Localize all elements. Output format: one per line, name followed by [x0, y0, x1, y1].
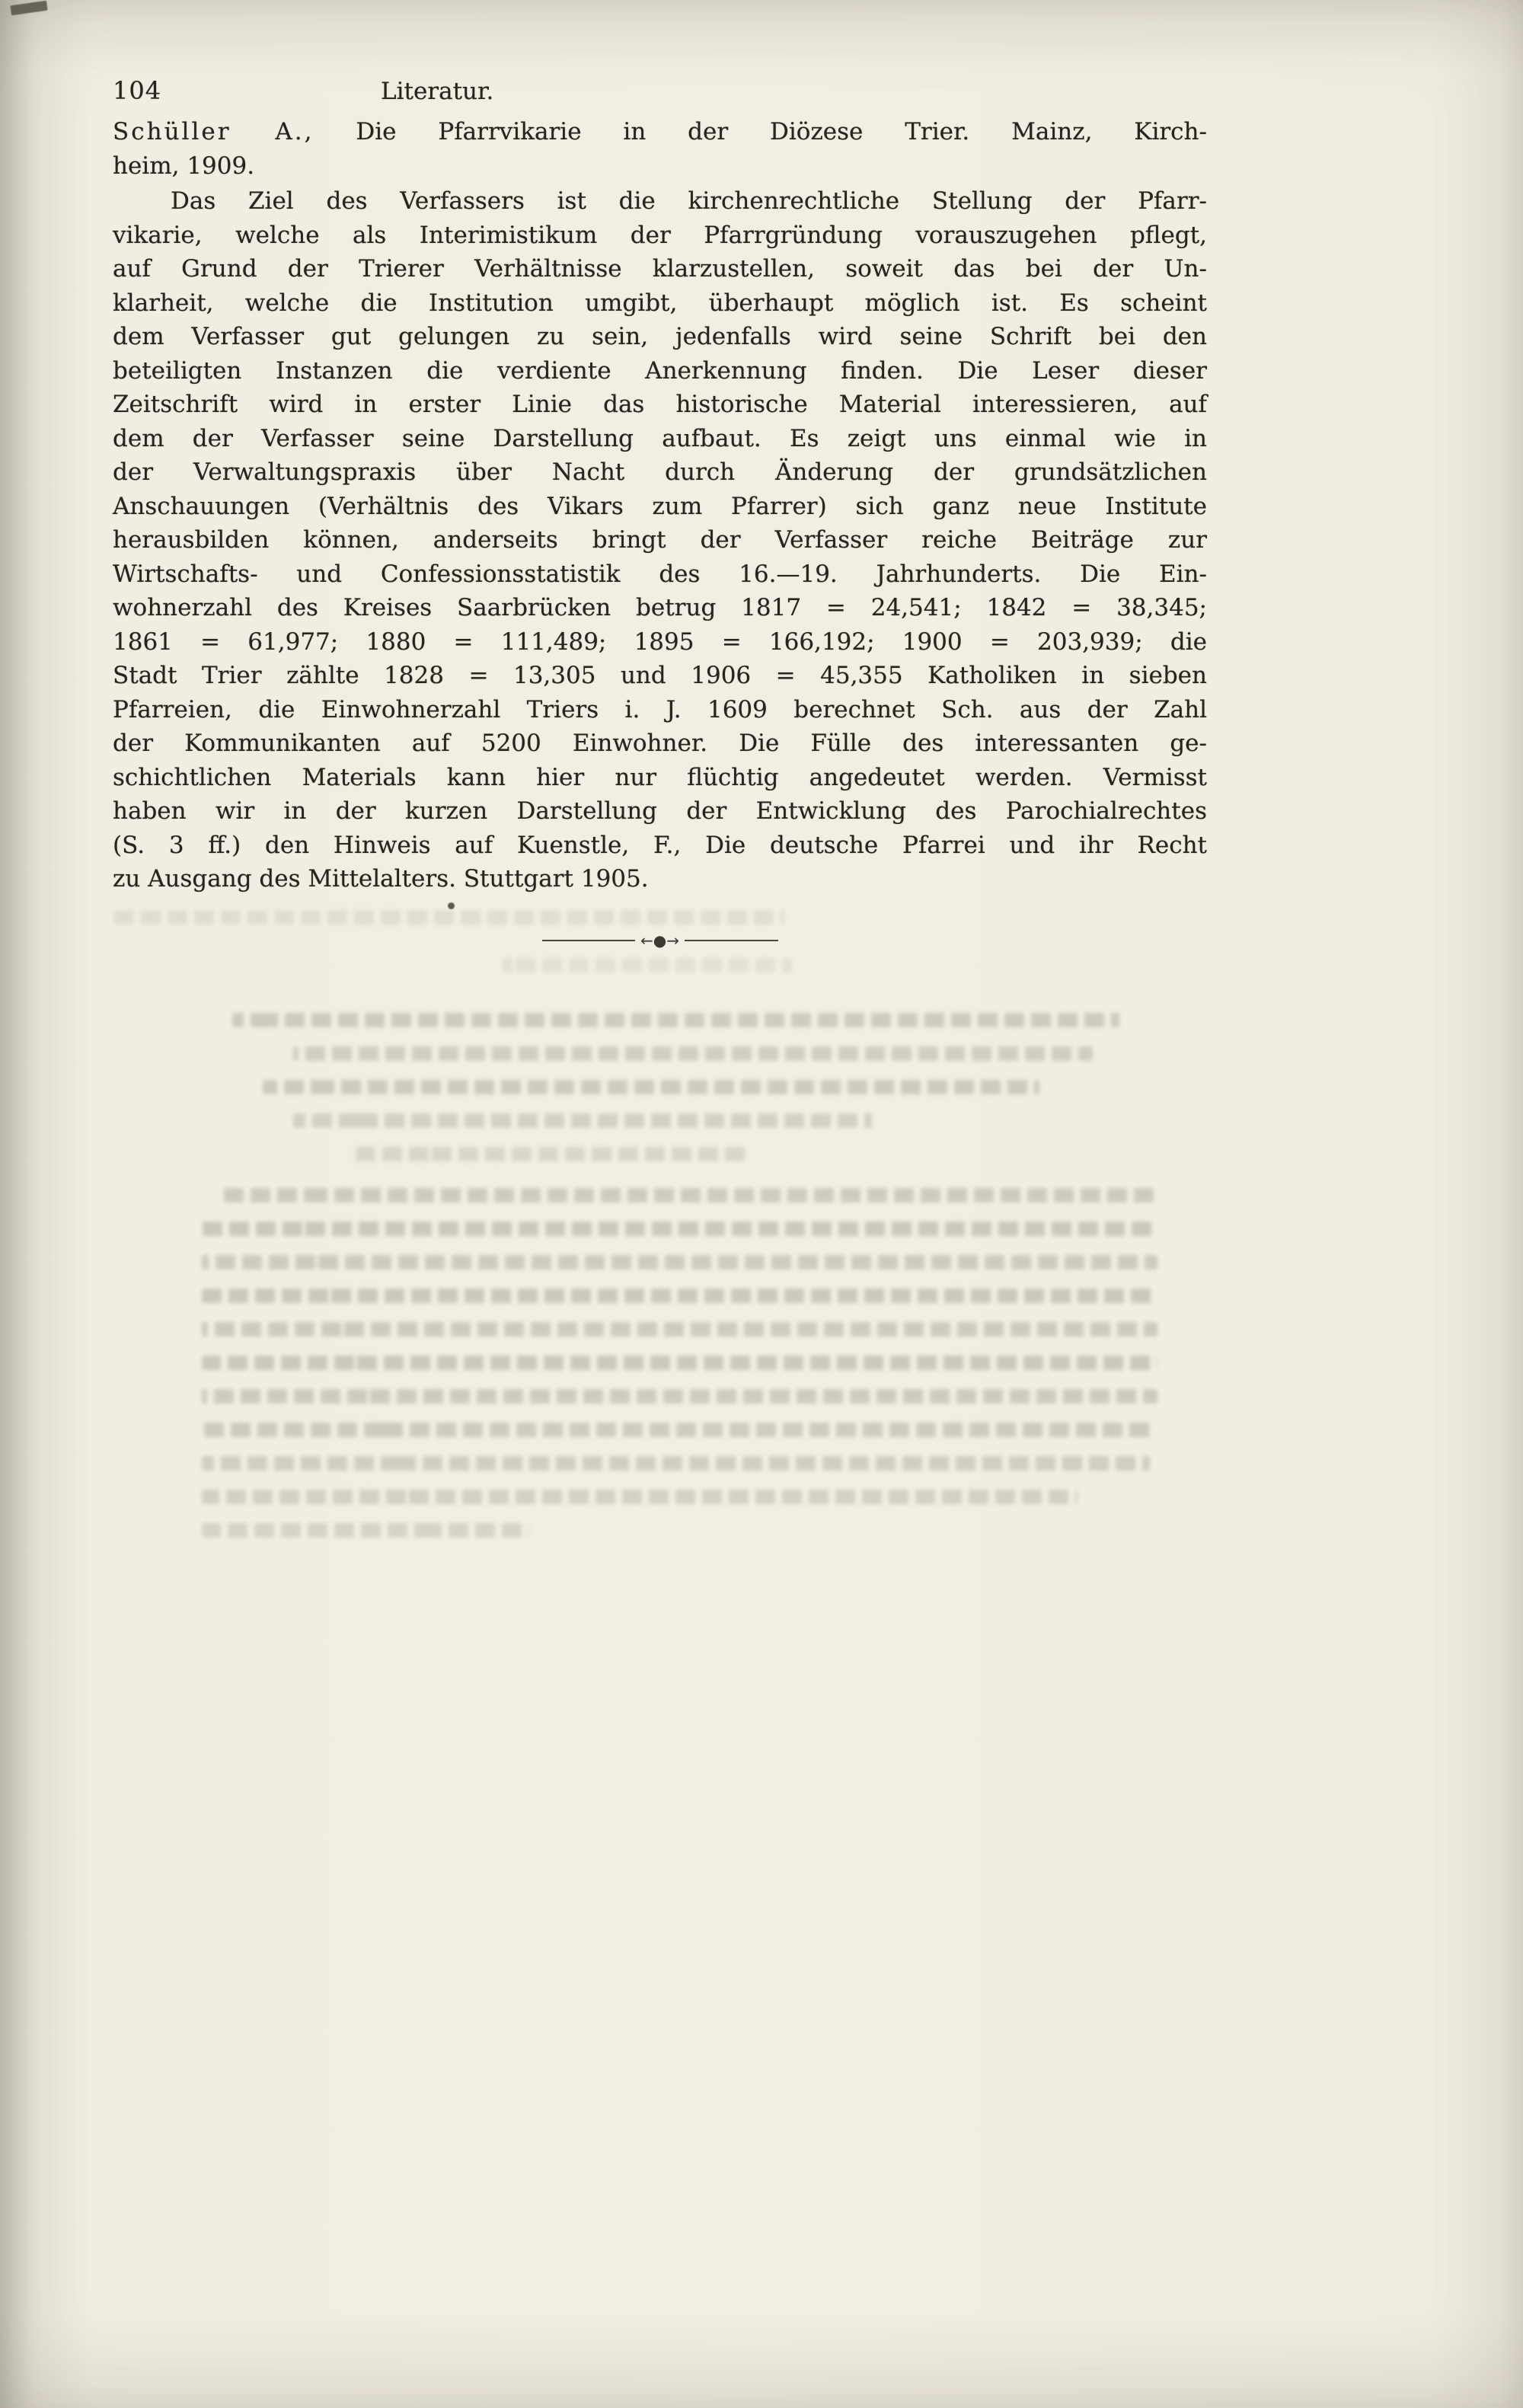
bleedthrough-line: [217, 1188, 1154, 1202]
review-line: auf Grund der Trierer Verhältnisse klarzustellen, soweit das bei der Un-: [113, 255, 1207, 283]
bleedthrough-line: [202, 1389, 1157, 1404]
review-line: Anschauungen (Verhältnis des Vikars zum Pfarrer) sich ganz neue Institute: [113, 492, 1207, 520]
type-area: [113, 74, 1207, 948]
divider-rule-left: [542, 940, 636, 941]
review-line: 1861 = 61,977; 1880 = 111,489; 1895 = 166,192; 1900 = 203,939; die: [113, 628, 1207, 656]
bleedthrough-line: [202, 1356, 1157, 1370]
review-line: beteiligten Instanzen die verdiente Anerkennung finden. Die Leser dieser: [113, 356, 1207, 385]
review-line: Wirtschafts- und Confessionsstatistik des 16.—19. Jahrhunderts. Die Ein-: [113, 560, 1207, 588]
bleedthrough-line: [202, 1523, 529, 1538]
bleedthrough-line: [202, 1456, 1150, 1471]
review-line: dem Verfasser gut gelungen zu sein, jedenfalls wird seine Schrift bei den: [113, 323, 1207, 350]
review-line: herausbilden können, anderseits bringt der Verfasser reiche Beiträge zur: [113, 526, 1207, 554]
bleedthrough-line: [202, 1255, 1157, 1269]
bleedthrough-line: [503, 958, 792, 972]
review-line: vikarie, welche als Interimistikum der Pfarrgründung vorauszugehen pflegt,: [113, 221, 1207, 249]
review-line: der Kommunikanten auf 5200 Einwohner. Die Fülle des interessanten ge-: [113, 730, 1207, 757]
divider-rule-right: [685, 940, 778, 941]
review-line: wohnerzahl des Kreises Saarbrücken betrug 1817 = 24,541; 1842 = 38,345;: [113, 594, 1207, 621]
review-line: Das Ziel des Verfassers ist die kirchenrechtliche Stellung der Pfarr-: [171, 187, 1207, 215]
bleedthrough-line: [202, 1423, 1154, 1437]
review-line: klarheit, welche die Institution umgibt, überhaupt möglich ist. Es scheint: [113, 289, 1207, 317]
review-text: [113, 184, 1207, 896]
bleedthrough-line: [202, 1490, 1078, 1504]
bleedthrough-line: [293, 1113, 872, 1128]
entry-title: Die Pfarrvikarie in der Diözese Trier. Mainz, Kirch-: [356, 118, 1207, 145]
entry-heading-line-2: heim, 1909.: [113, 152, 255, 180]
review-line: Zeitschrift wird in erster Linie das historische Material interessieren, auf: [113, 391, 1207, 418]
review-line: dem der Verfasser seine Darstellung aufbaut. Es zeigt uns einmal wie in: [113, 424, 1207, 452]
review-line: schichtlichen Materials kann hier nur flüchtig angedeutet werden. Vermisst: [113, 763, 1207, 791]
entry-heading-line-1: [113, 115, 1207, 149]
running-head: [113, 74, 1207, 107]
page-number: 104: [113, 76, 162, 105]
bleedthrough-line: [263, 1080, 1039, 1094]
review-line: der Verwaltungspraxis über Nacht durch Änderung der grundsätzlichen: [113, 458, 1207, 486]
bibliographic-entry: [113, 115, 1207, 183]
section-divider: [542, 933, 778, 948]
review-line: zu Ausgang des Mittelalters. Stuttgart 1905.: [113, 865, 649, 893]
divider-ornament: ←●→: [640, 931, 679, 950]
review-line: Stadt Trier zählte 1828 = 13,305 und 1906 = 45,355 Katholiken in sieben: [113, 662, 1207, 689]
entry-author: Schüller A.,: [113, 118, 314, 145]
review-line: Pfarreien, die Einwohnerzahl Triers i. J. 1609 berechnet Sch. aus der Zahl: [113, 695, 1207, 723]
bleedthrough-line: [232, 1013, 1119, 1027]
bleedthrough-line: [202, 1222, 1157, 1236]
bleedthrough-line: [202, 1322, 1157, 1337]
bleedthrough-line: [293, 1046, 1093, 1061]
review-line: (S. 3 ff.) den Hinweis auf Kuenstle, F., Die deutsche Pfarrei und ihr Recht: [113, 831, 1207, 859]
running-title: Literatur.: [381, 78, 494, 105]
bleedthrough-line: [202, 1289, 1157, 1303]
bleedthrough-line: [354, 1147, 750, 1161]
review-line: haben wir in der kurzen Darstellung der Entwicklung des Parochialrechtes: [113, 797, 1207, 825]
